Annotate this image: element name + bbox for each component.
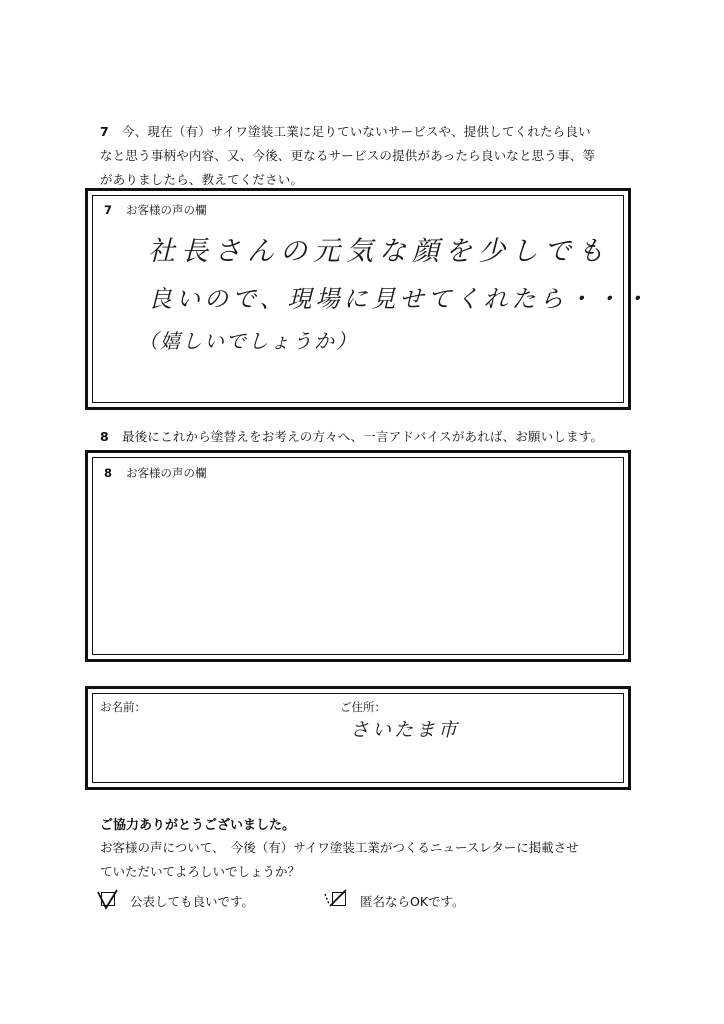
contact-box — [85, 686, 631, 790]
handwritten-comment-line-3: （嬉しいでしょうか） — [138, 329, 358, 353]
question-number: 7 — [100, 124, 109, 139]
publication-question-line-1: お客様の声について、 今後（有）サイワ塗装工業がつくるニュースレターに掲載させ — [100, 840, 579, 855]
address-label: ご住所： — [340, 700, 386, 714]
consent-public-label: 公表しても良いです。 — [130, 894, 255, 909]
handwritten-comment-line-1: 社長さんの元気な顔を少しでも — [148, 236, 610, 267]
name-label: お名前： — [100, 700, 146, 714]
publication-question-line-2: ていただいてよろしいでしょうか？ — [100, 864, 301, 879]
box-8-label: 8 お客様の声の欄 — [104, 466, 207, 480]
customer-voice-box-7 — [85, 188, 652, 410]
box-number: 7 — [104, 203, 113, 217]
check-mark-icon — [322, 888, 348, 912]
question-8-text: 最後にこれから塗替えをお考えの方々へ、一言アドバイスがあれば、お願いします。 — [122, 429, 604, 444]
consent-anonymous-label: 匿名ならOKです。 — [360, 894, 465, 909]
question-7-line-3: がありましたら、教えてください。 — [100, 172, 304, 187]
question-7 — [100, 120, 595, 192]
question-7-line-1: 今、現在（有）サイワ塗装工業に足りていないサービスや、提供してくれたら良い — [122, 124, 591, 139]
question-8 — [100, 425, 603, 449]
check-mark-icon — [95, 888, 119, 912]
thanks-heading: ご協力ありがとうございました。 — [100, 818, 296, 833]
address-value: さいたま市 — [350, 719, 461, 741]
box-number: 8 — [104, 466, 113, 480]
customer-voice-box-8 — [85, 450, 631, 662]
question-7-line-2: なと思う事柄や内容、又、今後、更なるサービスの提供があったら良いなと思う事、等 — [100, 148, 596, 163]
handwritten-comment-line-2: 良いので、現場に見せてくれたら・・・ — [148, 285, 652, 313]
question-number: 8 — [100, 429, 109, 444]
box-7-label: 7 お客様の声の欄 — [104, 203, 207, 217]
